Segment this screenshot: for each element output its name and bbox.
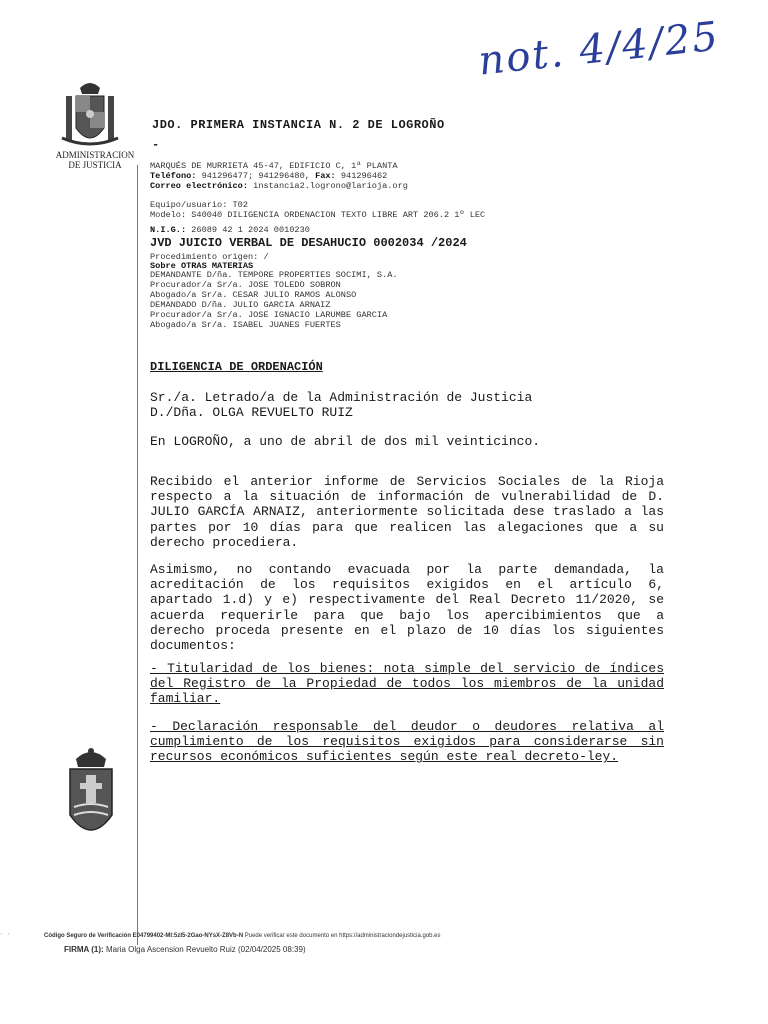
court-phone-line xyxy=(150,171,387,181)
court-address: MARQUÉS DE MURRIETA 45-47, EDIFICIO C, 1ª PLANTA xyxy=(150,161,398,171)
signature-line xyxy=(64,945,306,954)
verification-code-line xyxy=(44,933,441,939)
procurador-demandante: Procurador/a Sr/a. JOSE TOLEDO SOBRON xyxy=(150,280,341,290)
letrado-name: D./Dña. OLGA REVUELTO RUIZ xyxy=(150,405,353,420)
abogado-demandado: Abogado/a Sr/a. ISABEL JUANES FUERTES xyxy=(150,320,341,330)
la-rioja-coat-of-arms-icon xyxy=(60,745,122,850)
procedure-origin: Procedimiento origen: / xyxy=(150,252,269,262)
required-document-2: - Declaración responsable del deudor o deudores relativa al cumplimiento de los requisitos exigidos para considerarse sin recursos económicos suficientes según este real decreto-ley. xyxy=(150,719,664,765)
procurador-demandado: Procurador/a Sr/a. JOSE IGNACIO LARUMBE GARCIA xyxy=(150,310,388,320)
court-email-line xyxy=(150,181,408,191)
demandado: DEMANDADO D/ña. JULIO GARCIA ARNAIZ xyxy=(150,300,331,310)
fax-label: Fax: xyxy=(315,171,336,181)
sobre-materias: Sobre OTRAS MATERIAS xyxy=(150,261,254,271)
court-name: JDO. PRIMERA INSTANCIA N. 2 DE LOGROÑO xyxy=(152,118,445,132)
modelo: Modelo: S40040 DILIGENCIA ORDENACION TEXTO LIBRE ART 206.2 1º LEC xyxy=(150,210,486,220)
paragraph-1: Recibido el anterior informe de Servicios Sociales de la Rioja respecto a la situación de información de vulnerabilidad de D. JULIO GARCÍA ARNAIZ, anteriormente solicitada dese traslado a las partes por 10 días para que realicen las alegaciones que a su derecho procediera. xyxy=(150,474,664,550)
nig-label: N.I.G.: xyxy=(150,225,187,235)
place-date: En LOGROÑO, a uno de abril de dos mil veinticinco. xyxy=(150,434,541,449)
scan-specks: ‧ ‧ xyxy=(0,931,10,940)
phone-label: Teléfono: xyxy=(150,171,197,181)
verification-note: Puede verificar este documento en https://administraciondejusticia.gob.es xyxy=(244,933,441,939)
procedure-title: JVD JUICIO VERBAL DE DESAHUCIO 0002034 /2024 xyxy=(150,236,467,250)
signature-value: Maria Olga Ascension Revuelto Ruiz (02/04/2025 08:39) xyxy=(105,945,306,954)
spain-coat-of-arms-icon xyxy=(58,78,122,158)
abogado-demandante: Abogado/a Sr/a. CESAR JULIO RAMOS ALONSO xyxy=(150,290,357,300)
demandante: DEMANDANTE D/ña. TEMPORE PROPERTIES SOCIMI, S.A. xyxy=(150,270,398,280)
signature-label: FIRMA (1): xyxy=(64,945,104,954)
nig-value: 26089 42 1 2024 0010230 xyxy=(191,225,310,235)
phone-value: 941296477; 941296480, xyxy=(201,171,310,181)
equipo-usuario: Equipo/usuario: T02 xyxy=(150,200,248,210)
email-label: Correo electrónico: xyxy=(150,181,248,191)
nig-line xyxy=(150,225,310,235)
handwritten-notification-date: not. 4/4/25 xyxy=(476,13,722,85)
document-title: DILIGENCIA DE ORDENACIÓN xyxy=(150,360,323,374)
verification-code: Código Seguro de Verificación E04799402-MI:5zI5-2Gao-NYsX-Z8Vb-N xyxy=(44,933,244,939)
administracion-justicia-label: ADMINISTRACION DE JUSTICIA xyxy=(55,150,135,170)
header-dash: - xyxy=(152,138,160,152)
letrado-line: Sr./a. Letrado/a de la Administración de Justicia xyxy=(150,390,533,405)
margin-divider xyxy=(137,165,138,945)
required-document-1: - Titularidad de los bienes: nota simple del servicio de índices del Registro de la Propiedad de todos los miembros de la unidad familiar. xyxy=(150,661,664,707)
paragraph-2: Asimismo, no contando evacuada por la parte demandada, la acreditación de los requisitos exigidos en el artículo 6, apartado 1.d) y e) respectivamente del Real Decreto 11/2020, se acuerda requerirle para que bajo los apercibimientos que a derecho proceda presente en el plazo de 10 días los siguientes documentos: xyxy=(150,562,664,654)
email-value: instancia2.logrono@larioja.org xyxy=(253,181,408,191)
fax-value: 941296462 xyxy=(340,171,388,181)
